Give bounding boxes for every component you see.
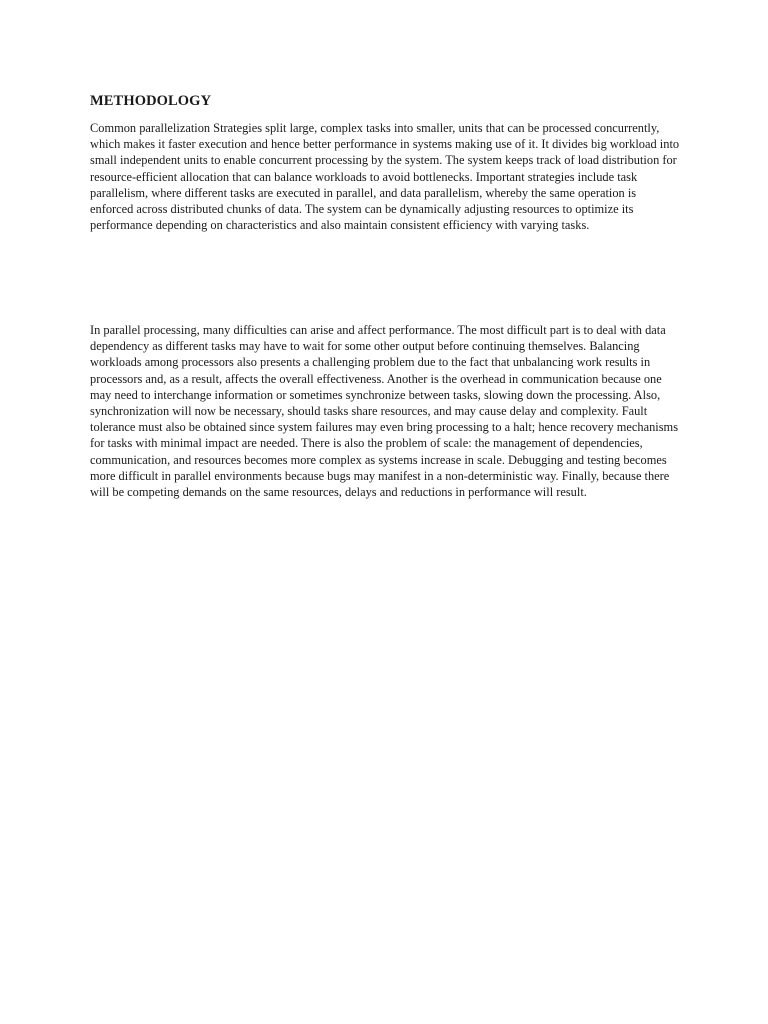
paragraph-strategies: Common parallelization Strategies split large, complex tasks into smaller, units that can be processed concurrently, which makes it faster execution and hence better performance in systems making use of it. It divides big workload into small independent units to enable concurrent processing by the system. The system keeps track of load distribution for resource-efficient allocation that can balance workloads to avoid bottlenecks. Important strategies include task parallelism, where different tasks are executed in parallel, and data parallelism, whereby the same operation is enforced across distributed chunks of data. The system can be dynamically adjusting resources to optimize its performance depending on characteristics and also maintain consistent efficiency with varying tasks.	[90, 121, 680, 233]
section-heading: METHODOLOGY	[90, 93, 212, 109]
paragraph-difficulties: In parallel processing, many difficulties can arise and affect performance. The most difficult part is to deal with data dependency as different tasks may have to wait for some other output before continuing themselves. Balancing workloads among processors also presents a challenging problem due to the fact that unbalancing work results in processors and, as a result, affects the overall effectiveness. Another is the overhead in communication because one may need to interchange information or sometimes synchronize between tasks, slowing down the processing. Also, synchronization will now be necessary, should tasks share resources, and may cause delay and complexity. Fault tolerance must also be obtained since system failures may even bring processing to a halt; hence recovery mechanisms for tasks with minimal impact are needed. There is also the problem of scale: the management of dependencies, communication, and resources becomes more complex as systems increase in scale. Debugging and testing becomes more difficult in parallel environments because bugs may manifest in a non-deterministic way. Finally, because there will be competing demands on the same resources, delays and reductions in performance will result.	[90, 323, 679, 500]
